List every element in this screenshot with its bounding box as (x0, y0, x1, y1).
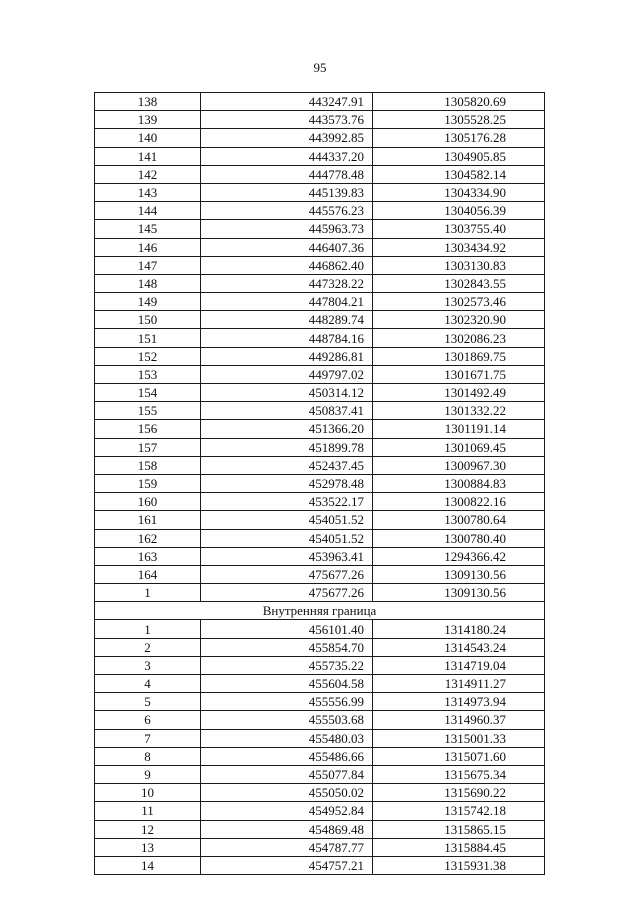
point-number-cell: 11 (95, 802, 201, 820)
x-coordinate-cell: 454952.84 (201, 802, 373, 820)
point-number-cell: 142 (95, 165, 201, 183)
point-number-cell: 150 (95, 311, 201, 329)
y-coordinate-cell: 1303755.40 (373, 220, 545, 238)
point-number-cell: 164 (95, 565, 201, 583)
x-coordinate-cell: 451899.78 (201, 438, 373, 456)
table-row (95, 565, 545, 583)
page-number: 95 (313, 60, 327, 75)
y-coordinate-cell: 1301671.75 (373, 365, 545, 383)
point-number-cell: 156 (95, 420, 201, 438)
x-coordinate-cell: 445576.23 (201, 202, 373, 220)
point-number-cell: 138 (95, 93, 201, 111)
y-coordinate-cell: 1315931.38 (373, 856, 545, 874)
point-number-cell: 10 (95, 784, 201, 802)
y-coordinate-cell: 1314719.04 (373, 656, 545, 674)
point-number-cell: 143 (95, 183, 201, 201)
table-row (95, 656, 545, 674)
point-number-cell: 152 (95, 347, 201, 365)
point-number-cell: 154 (95, 384, 201, 402)
point-number-cell: 14 (95, 856, 201, 874)
y-coordinate-cell: 1302320.90 (373, 311, 545, 329)
y-coordinate-cell: 1305528.25 (373, 111, 545, 129)
table-row (95, 511, 545, 529)
y-coordinate-cell: 1309130.56 (373, 565, 545, 583)
y-coordinate-cell: 1303130.83 (373, 256, 545, 274)
x-coordinate-cell: 456101.40 (201, 620, 373, 638)
table-row (95, 493, 545, 511)
point-number-cell: 4 (95, 675, 201, 693)
table-row (95, 93, 545, 111)
x-coordinate-cell: 443247.91 (201, 93, 373, 111)
point-number-cell: 148 (95, 274, 201, 292)
table-row (95, 311, 545, 329)
x-coordinate-cell: 455050.02 (201, 784, 373, 802)
point-number-cell: 9 (95, 765, 201, 783)
point-number-cell: 162 (95, 529, 201, 547)
table-row (95, 238, 545, 256)
y-coordinate-cell: 1315001.33 (373, 729, 545, 747)
y-coordinate-cell: 1304905.85 (373, 147, 545, 165)
point-number-cell: 2 (95, 638, 201, 656)
x-coordinate-cell: 450837.41 (201, 402, 373, 420)
x-coordinate-cell: 454869.48 (201, 820, 373, 838)
table-row (95, 293, 545, 311)
table-row (95, 438, 545, 456)
x-coordinate-cell: 443573.76 (201, 111, 373, 129)
x-coordinate-cell: 444337.20 (201, 147, 373, 165)
table-row (95, 474, 545, 492)
point-number-cell: 141 (95, 147, 201, 165)
y-coordinate-cell: 1301332.22 (373, 402, 545, 420)
x-coordinate-cell: 449797.02 (201, 365, 373, 383)
table-row (95, 347, 545, 365)
x-coordinate-cell: 444778.48 (201, 165, 373, 183)
table-row (95, 202, 545, 220)
y-coordinate-cell: 1315865.15 (373, 820, 545, 838)
x-coordinate-cell: 475677.26 (201, 584, 373, 602)
point-number-cell: 144 (95, 202, 201, 220)
table-row (95, 784, 545, 802)
x-coordinate-cell: 451366.20 (201, 420, 373, 438)
y-coordinate-cell: 1294366.42 (373, 547, 545, 565)
x-coordinate-cell: 454757.21 (201, 856, 373, 874)
table-row (95, 838, 545, 856)
y-coordinate-cell: 1300780.40 (373, 529, 545, 547)
y-coordinate-cell: 1315742.18 (373, 802, 545, 820)
x-coordinate-cell: 455556.99 (201, 693, 373, 711)
x-coordinate-cell: 452978.48 (201, 474, 373, 492)
y-coordinate-cell: 1305176.28 (373, 129, 545, 147)
point-number-cell: 13 (95, 838, 201, 856)
point-number-cell: 160 (95, 493, 201, 511)
x-coordinate-cell: 455503.68 (201, 711, 373, 729)
point-number-cell: 146 (95, 238, 201, 256)
y-coordinate-cell: 1314911.27 (373, 675, 545, 693)
table-row (95, 729, 545, 747)
table-row (95, 402, 545, 420)
x-coordinate-cell: 455604.58 (201, 675, 373, 693)
point-number-cell: 3 (95, 656, 201, 674)
table-row (95, 365, 545, 383)
x-coordinate-cell: 455854.70 (201, 638, 373, 656)
table-row (95, 147, 545, 165)
x-coordinate-cell: 455486.66 (201, 747, 373, 765)
table-row (95, 165, 545, 183)
y-coordinate-cell: 1315675.34 (373, 765, 545, 783)
y-coordinate-cell: 1304582.14 (373, 165, 545, 183)
x-coordinate-cell: 446407.36 (201, 238, 373, 256)
point-number-cell: 6 (95, 711, 201, 729)
y-coordinate-cell: 1315884.45 (373, 838, 545, 856)
x-coordinate-cell: 455480.03 (201, 729, 373, 747)
table-row (95, 456, 545, 474)
x-coordinate-cell: 443992.85 (201, 129, 373, 147)
x-coordinate-cell: 449286.81 (201, 347, 373, 365)
point-number-cell: 5 (95, 693, 201, 711)
x-coordinate-cell: 454051.52 (201, 511, 373, 529)
table-row (95, 529, 545, 547)
point-number-cell: 1 (95, 584, 201, 602)
y-coordinate-cell: 1309130.56 (373, 584, 545, 602)
x-coordinate-cell: 454787.77 (201, 838, 373, 856)
x-coordinate-cell: 450314.12 (201, 384, 373, 402)
y-coordinate-cell: 1302086.23 (373, 329, 545, 347)
table-row (95, 620, 545, 638)
table-row (95, 220, 545, 238)
x-coordinate-cell: 453522.17 (201, 493, 373, 511)
table-row (95, 765, 545, 783)
y-coordinate-cell: 1300780.64 (373, 511, 545, 529)
x-coordinate-cell: 445963.73 (201, 220, 373, 238)
table-row (95, 747, 545, 765)
table-row (95, 183, 545, 201)
coordinates-table-body (95, 93, 545, 875)
x-coordinate-cell: 448289.74 (201, 311, 373, 329)
point-number-cell: 12 (95, 820, 201, 838)
x-coordinate-cell: 447804.21 (201, 293, 373, 311)
table-row (95, 384, 545, 402)
table-row (95, 584, 545, 602)
section-header-row (95, 602, 545, 620)
point-number-cell: 159 (95, 474, 201, 492)
y-coordinate-cell: 1301191.14 (373, 420, 545, 438)
y-coordinate-cell: 1315690.22 (373, 784, 545, 802)
point-number-cell: 157 (95, 438, 201, 456)
table-row (95, 820, 545, 838)
table-row (95, 711, 545, 729)
point-number-cell: 155 (95, 402, 201, 420)
x-coordinate-cell: 447328.22 (201, 274, 373, 292)
x-coordinate-cell: 475677.26 (201, 565, 373, 583)
table-row (95, 547, 545, 565)
x-coordinate-cell: 452437.45 (201, 456, 373, 474)
y-coordinate-cell: 1300884.83 (373, 474, 545, 492)
table-row (95, 274, 545, 292)
point-number-cell: 151 (95, 329, 201, 347)
point-number-cell: 8 (95, 747, 201, 765)
y-coordinate-cell: 1300822.16 (373, 493, 545, 511)
point-number-cell: 145 (95, 220, 201, 238)
point-number-cell: 1 (95, 620, 201, 638)
y-coordinate-cell: 1301869.75 (373, 347, 545, 365)
y-coordinate-cell: 1305820.69 (373, 93, 545, 111)
x-coordinate-cell: 455735.22 (201, 656, 373, 674)
point-number-cell: 149 (95, 293, 201, 311)
table-row (95, 693, 545, 711)
point-number-cell: 7 (95, 729, 201, 747)
point-number-cell: 140 (95, 129, 201, 147)
y-coordinate-cell: 1304056.39 (373, 202, 545, 220)
x-coordinate-cell: 455077.84 (201, 765, 373, 783)
coordinates-table (94, 92, 545, 875)
y-coordinate-cell: 1302573.46 (373, 293, 545, 311)
table-row (95, 802, 545, 820)
point-number-cell: 158 (95, 456, 201, 474)
x-coordinate-cell: 453963.41 (201, 547, 373, 565)
table-row (95, 111, 545, 129)
point-number-cell: 161 (95, 511, 201, 529)
x-coordinate-cell: 448784.16 (201, 329, 373, 347)
y-coordinate-cell: 1302843.55 (373, 274, 545, 292)
table-row (95, 256, 545, 274)
y-coordinate-cell: 1301069.45 (373, 438, 545, 456)
inner-boundary-title: Внутренняя граница (95, 602, 545, 620)
point-number-cell: 163 (95, 547, 201, 565)
y-coordinate-cell: 1315071.60 (373, 747, 545, 765)
point-number-cell: 147 (95, 256, 201, 274)
table-row (95, 329, 545, 347)
y-coordinate-cell: 1304334.90 (373, 183, 545, 201)
x-coordinate-cell: 445139.83 (201, 183, 373, 201)
point-number-cell: 153 (95, 365, 201, 383)
y-coordinate-cell: 1303434.92 (373, 238, 545, 256)
x-coordinate-cell: 454051.52 (201, 529, 373, 547)
table-row (95, 856, 545, 874)
y-coordinate-cell: 1314543.24 (373, 638, 545, 656)
y-coordinate-cell: 1300967.30 (373, 456, 545, 474)
y-coordinate-cell: 1301492.49 (373, 384, 545, 402)
y-coordinate-cell: 1314973.94 (373, 693, 545, 711)
y-coordinate-cell: 1314180.24 (373, 620, 545, 638)
table-row (95, 675, 545, 693)
table-row (95, 420, 545, 438)
point-number-cell: 139 (95, 111, 201, 129)
x-coordinate-cell: 446862.40 (201, 256, 373, 274)
table-row (95, 129, 545, 147)
y-coordinate-cell: 1314960.37 (373, 711, 545, 729)
table-row (95, 638, 545, 656)
